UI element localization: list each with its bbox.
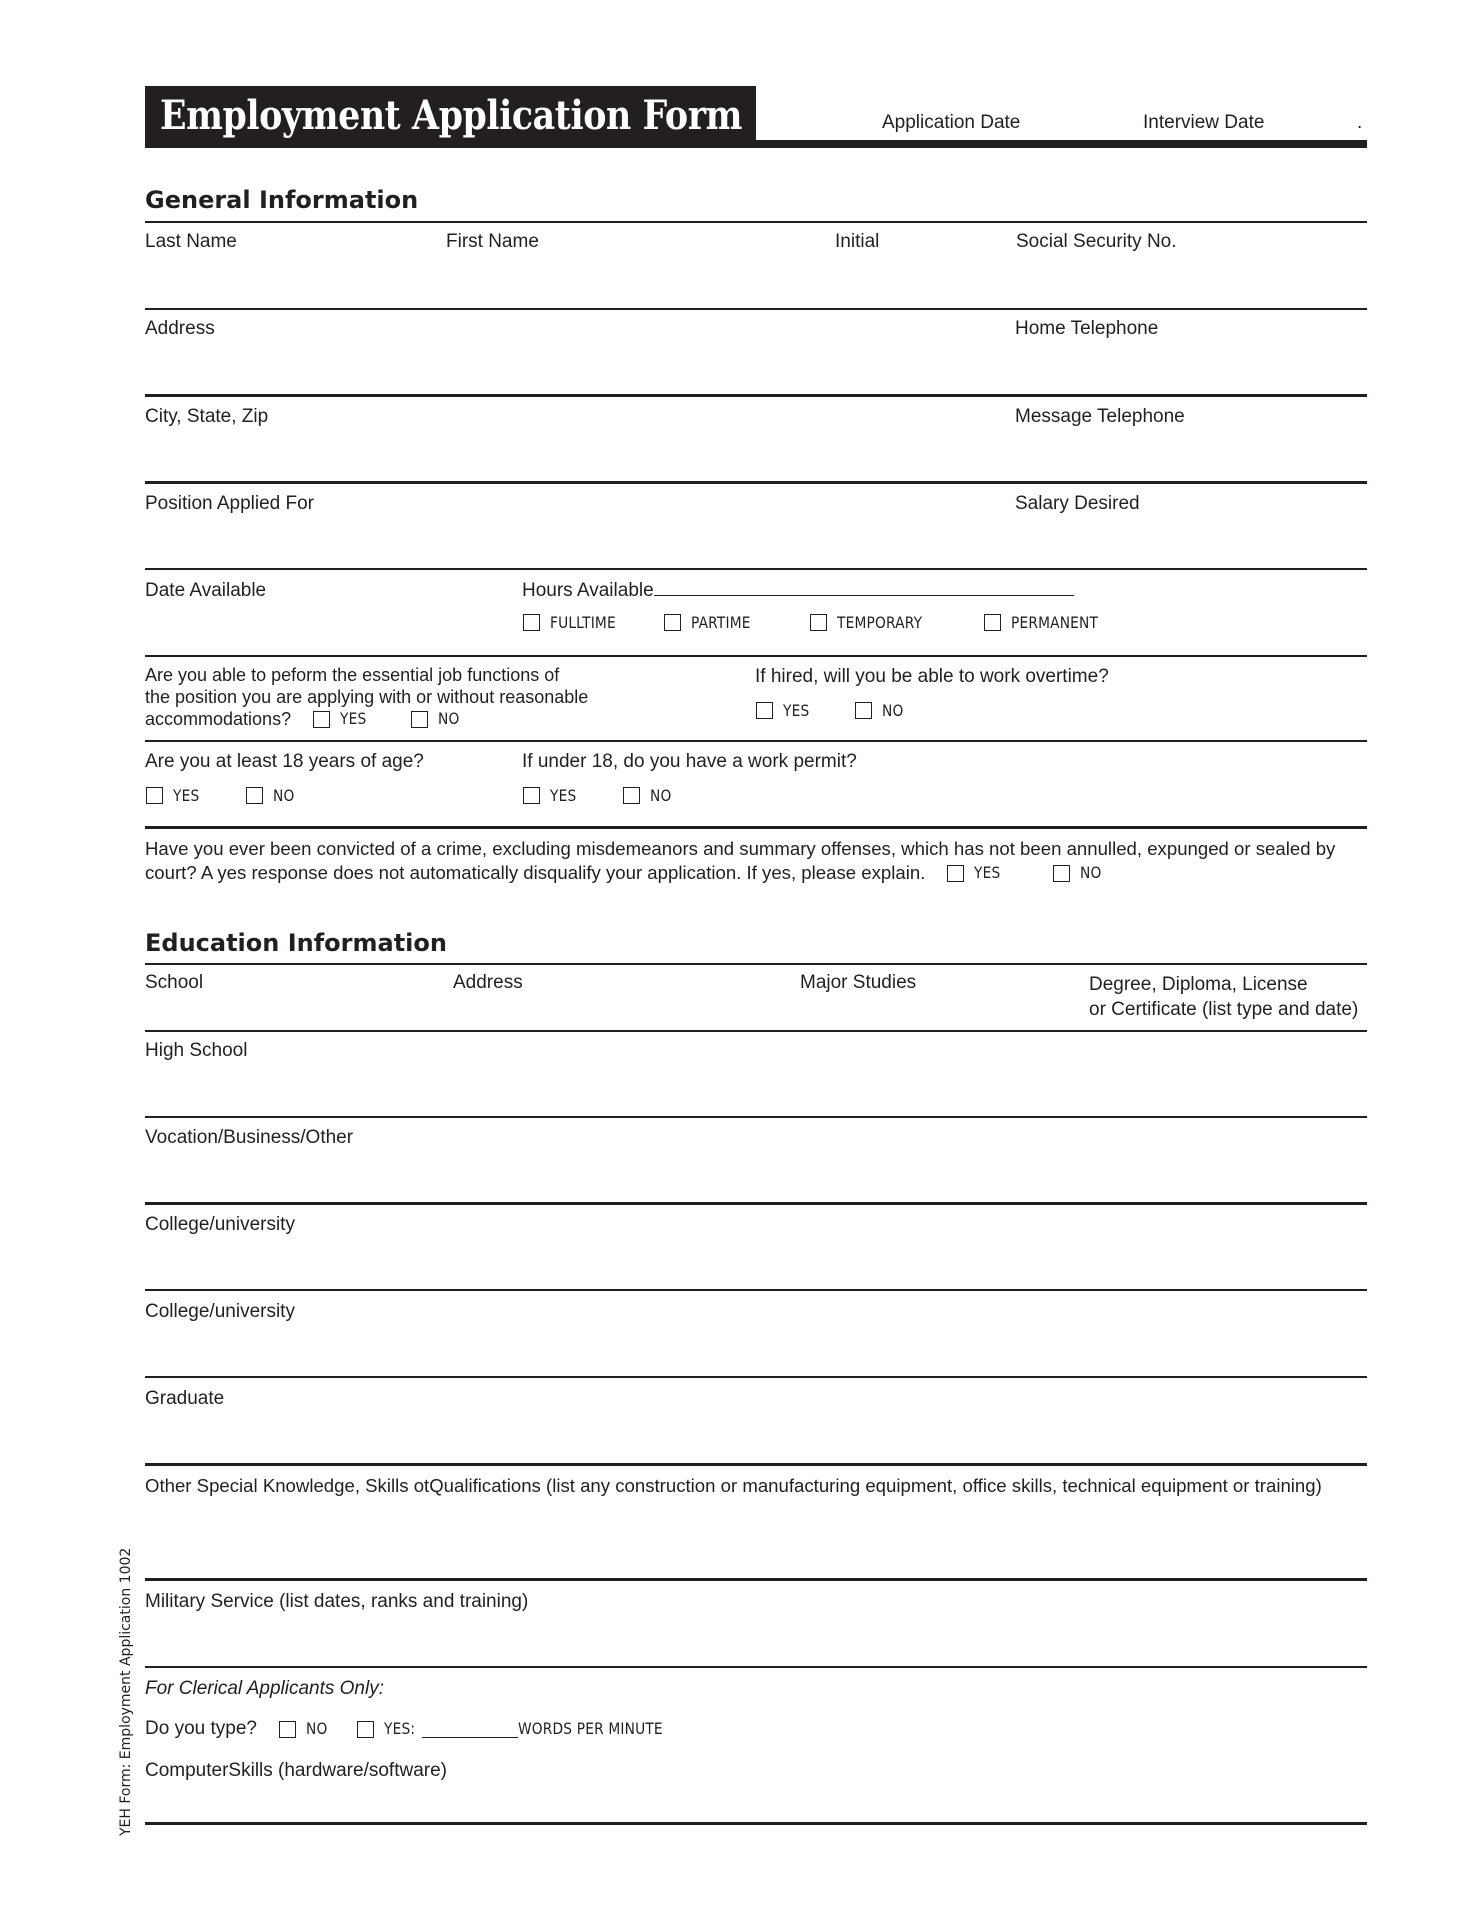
ssn-label: Social Security No.	[1016, 231, 1177, 252]
essential-no-checkbox[interactable]	[411, 711, 428, 728]
essential-question-line2: the position you are applying with or without reasonable	[145, 687, 589, 707]
divider	[145, 568, 1367, 570]
salary-desired-label: Salary Desired	[1015, 493, 1140, 514]
permit-no-option[interactable]	[623, 786, 675, 805]
header-rule	[145, 140, 1367, 148]
divider	[145, 1116, 1367, 1118]
message-telephone-label: Message Telephone	[1015, 406, 1185, 427]
degree-header-line1: Degree, Diploma, License	[1089, 974, 1308, 995]
military-service-label: Military Service (list dates, ranks and training)	[145, 1591, 529, 1612]
essential-yes-label: YES	[340, 709, 367, 728]
divider	[145, 963, 1367, 965]
words-per-minute-field[interactable]	[422, 1721, 518, 1738]
temporary-checkbox[interactable]	[810, 614, 827, 631]
type-no-option[interactable]	[279, 1718, 331, 1740]
hours-available-label	[522, 580, 1074, 602]
partime-option[interactable]	[664, 613, 760, 632]
interview-date-label: Interview Date	[1143, 112, 1265, 133]
divider	[145, 1289, 1367, 1291]
age-no-option[interactable]	[246, 786, 298, 805]
computer-skills-label: ComputerSkills (hardware/software)	[145, 1760, 447, 1781]
fulltime-checkbox[interactable]	[523, 614, 540, 631]
crime-question-line1: Have you ever been convicted of a crime, excluding misdemeanors and summary offenses, which has not been annulled, expunged or sealed by	[145, 838, 1336, 859]
fulltime-option[interactable]	[523, 613, 627, 632]
form-title-banner	[145, 86, 756, 148]
divider	[145, 308, 1367, 310]
clerical-label: For Clerical Applicants Only:	[145, 1678, 384, 1699]
type-yes-checkbox[interactable]	[357, 1721, 374, 1738]
words-per-minute-label: WORDS PER MINUTE	[518, 1719, 663, 1738]
address-column-header: Address	[453, 972, 523, 993]
education-row-vocation: Vocation/Business/Other	[145, 1127, 354, 1148]
permanent-label: PERMANENT	[1011, 613, 1099, 632]
divider	[145, 655, 1367, 657]
crime-yes-option[interactable]	[947, 862, 1005, 884]
type-yes-label: YES:	[383, 1719, 416, 1738]
date-available-label: Date Available	[145, 580, 267, 601]
essential-question-line3: accommodations?	[145, 709, 292, 729]
type-yes-option[interactable]	[357, 1718, 420, 1740]
other-skills-label: Other Special Knowledge, Skills otQualifications (list any construction or manufacturing equipment, office skills, technical equipment or training)	[145, 1475, 1322, 1496]
last-name-label: Last Name	[145, 231, 237, 252]
essential-no-option[interactable]	[411, 708, 463, 730]
hours-available-field[interactable]	[654, 595, 1074, 596]
education-info-heading: Education Information	[145, 929, 447, 957]
education-row-high-school: High School	[145, 1040, 248, 1061]
temporary-option[interactable]	[810, 613, 936, 632]
overtime-no-option[interactable]	[855, 701, 907, 720]
city-state-zip-label: City, State, Zip	[145, 406, 269, 427]
permit-no-label: NO	[650, 786, 672, 805]
type-no-checkbox[interactable]	[279, 1721, 296, 1738]
divider	[145, 740, 1367, 742]
essential-yes-option[interactable]	[313, 708, 371, 730]
partime-checkbox[interactable]	[664, 614, 681, 631]
home-telephone-label: Home Telephone	[1015, 318, 1159, 339]
crime-question-line2: court? A yes response does not automatically disqualify your application. If yes, please explain.	[145, 862, 926, 883]
divider	[145, 394, 1367, 397]
position-applied-label: Position Applied For	[145, 493, 314, 514]
work-permit-question: If under 18, do you have a work permit?	[522, 751, 857, 772]
overtime-no-label: NO	[882, 701, 904, 720]
divider	[145, 221, 1367, 223]
education-row-college-1: College/university	[145, 1214, 295, 1235]
general-info-heading: General Information	[145, 186, 419, 214]
permit-yes-checkbox[interactable]	[523, 787, 540, 804]
essential-no-label: NO	[437, 709, 460, 728]
degree-column-header	[1089, 972, 1358, 1022]
divider	[145, 1030, 1367, 1032]
divider	[145, 826, 1367, 829]
divider	[145, 1666, 1367, 1668]
address-label: Address	[145, 318, 215, 339]
overtime-question: If hired, will you be able to work overtime?	[755, 666, 1109, 687]
type-no-label: NO	[305, 1719, 328, 1738]
age-yes-option[interactable]	[146, 786, 204, 805]
education-row-graduate: Graduate	[145, 1388, 225, 1409]
crime-no-option[interactable]	[1053, 862, 1105, 884]
age-no-label: NO	[273, 786, 295, 805]
application-date-label: Application Date	[882, 112, 1021, 133]
crime-question-row2	[145, 862, 1105, 884]
school-column-header: School	[145, 972, 204, 993]
temporary-label: TEMPORARY	[837, 613, 923, 632]
divider	[145, 1376, 1367, 1378]
degree-header-line2: or Certificate (list type and date)	[1089, 999, 1359, 1020]
age-yes-checkbox[interactable]	[146, 787, 163, 804]
partime-label: PARTIME	[691, 613, 751, 632]
major-studies-column-header: Major Studies	[800, 972, 917, 993]
form-side-note: YEH Form: Employment Application 1002	[118, 1547, 134, 1836]
divider	[145, 1202, 1367, 1205]
education-row-college-2: College/university	[145, 1301, 295, 1322]
initial-label: Initial	[835, 231, 880, 252]
permanent-checkbox[interactable]	[984, 614, 1001, 631]
overtime-yes-checkbox[interactable]	[756, 702, 773, 719]
crime-no-label: NO	[1080, 863, 1102, 882]
form-title: Employment Application Form	[160, 92, 742, 139]
crime-no-checkbox[interactable]	[1053, 865, 1070, 882]
do-you-type-label: Do you type?	[145, 1718, 257, 1739]
first-name-label: First Name	[446, 231, 539, 252]
divider	[145, 1822, 1367, 1825]
essential-yes-checkbox[interactable]	[313, 711, 330, 728]
essential-question-line1: Are you able to peform the essential job functions of	[145, 665, 560, 685]
divider	[145, 1463, 1367, 1466]
permit-yes-option[interactable]	[523, 786, 581, 805]
permanent-option[interactable]	[984, 613, 1112, 632]
divider	[145, 481, 1367, 484]
typing-row	[145, 1718, 687, 1740]
age-yes-label: YES	[173, 786, 200, 805]
permit-no-checkbox[interactable]	[623, 787, 640, 804]
crime-yes-checkbox[interactable]	[947, 865, 964, 882]
age-no-checkbox[interactable]	[246, 787, 263, 804]
permit-yes-label: YES	[550, 786, 577, 805]
overtime-yes-label: YES	[783, 701, 810, 720]
essential-functions-question	[145, 664, 588, 730]
hours-available-text: Hours Available	[522, 580, 654, 601]
divider	[145, 1578, 1367, 1581]
fulltime-label: FULLTIME	[550, 613, 616, 632]
overtime-no-checkbox[interactable]	[855, 702, 872, 719]
crime-yes-label: YES	[974, 863, 1001, 882]
header-trailing-mark: .	[1357, 112, 1363, 133]
overtime-yes-option[interactable]	[756, 701, 814, 720]
age-question: Are you at least 18 years of age?	[145, 751, 424, 772]
